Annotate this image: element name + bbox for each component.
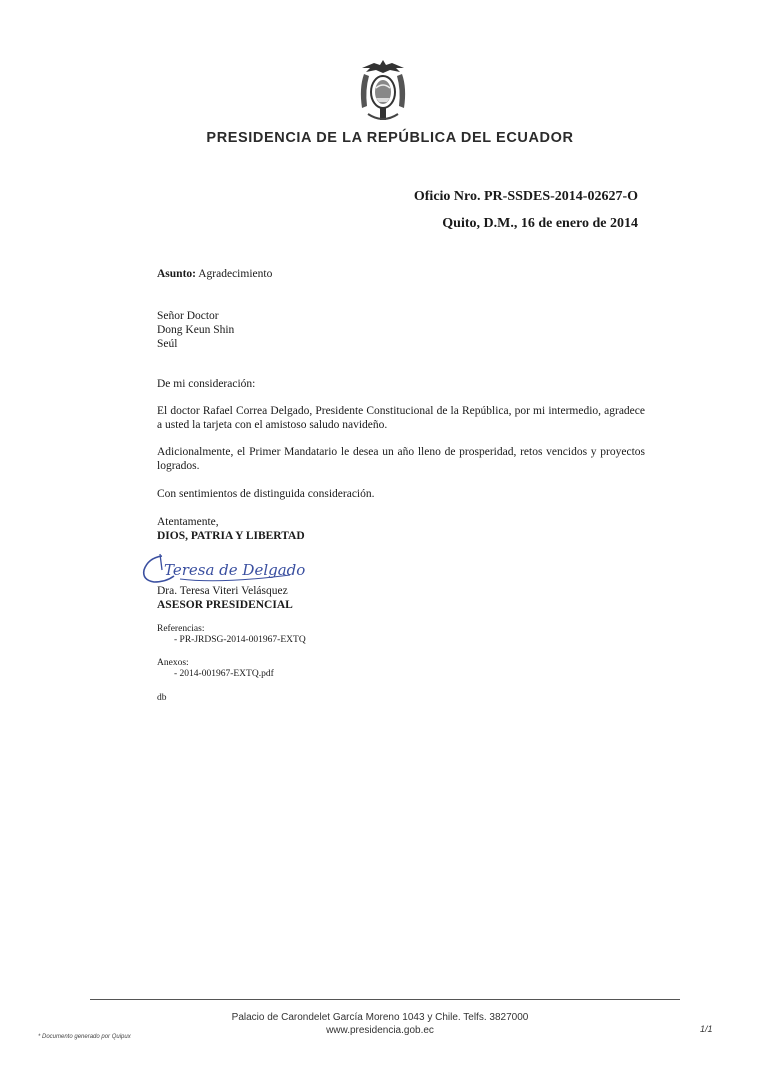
signer-name: Dra. Teresa Viteri Velásquez — [157, 585, 288, 597]
generated-note: * Documento generado por Quipux — [38, 1034, 131, 1040]
recipient-block — [157, 309, 645, 351]
footer-divider — [90, 999, 680, 1000]
ecuador-coat-of-arms-icon — [356, 58, 410, 124]
subject-label: Asunto: — [157, 268, 196, 280]
motto: DIOS, PATRIA Y LIBERTAD — [157, 530, 305, 542]
footer-website: www.presidencia.gob.ec — [326, 1025, 434, 1036]
closing: Atentamente, — [157, 516, 219, 528]
header-title: PRESIDENCIA DE LA REPÚBLICA DEL ECUADOR — [206, 130, 574, 146]
recipient-line: Seúl — [157, 338, 178, 350]
attachments-item: - 2014-001967-EXTQ.pdf — [174, 669, 274, 679]
signature-text: Teresa de Delgado — [164, 561, 306, 579]
recipient-line: Dong Keun Shin — [157, 324, 235, 336]
references-item: - PR-JRDSG-2014-001967-EXTQ — [174, 635, 306, 645]
salutation: De mi consideración: — [157, 378, 256, 390]
initials: db — [157, 693, 167, 703]
body-paragraph: Con sentimientos de distinguida consideración. — [157, 488, 375, 500]
footer-address: Palacio de Carondelet García Moreno 1043 y Chile. Telfs. 3827000 — [231, 1012, 529, 1023]
body-paragraph: Adicionalmente, el Primer Mandatario le desea un año lleno de prosperidad, retos vencidos y proyectos logrados. — [157, 446, 645, 472]
oficio-number: Oficio Nro. PR-SSDES-2014-02627-O — [413, 189, 638, 204]
attachments-label: Anexos: — [157, 658, 189, 668]
subject-value: Agradecimiento — [198, 268, 273, 280]
references-label: Referencias: — [157, 624, 205, 634]
body-paragraph: El doctor Rafael Correa Delgado, Presidente Constitucional de la República, por mi intermedio, agradece a usted la tarjeta con el amistoso saludo navideño. — [157, 405, 645, 431]
document-date: Quito, D.M., 16 de enero de 2014 — [442, 216, 638, 231]
subject-line — [157, 267, 645, 281]
recipient-line: Señor Doctor — [157, 310, 219, 322]
page-number: 1/1 — [700, 1024, 713, 1034]
signer-title: ASESOR PRESIDENCIAL — [157, 599, 293, 611]
